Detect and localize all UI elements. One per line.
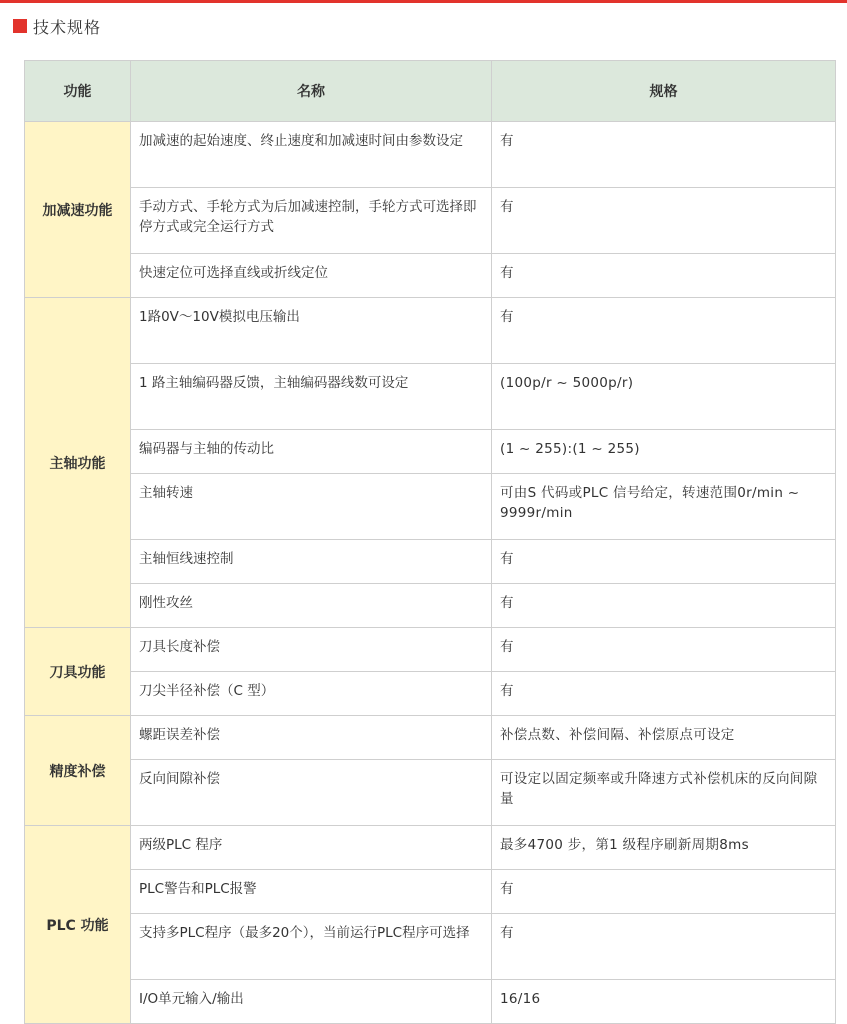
table-row <box>25 474 836 540</box>
item-name: 手动方式、手轮方式为后加减速控制，手轮方式可选择即停方式或完全运行方式 <box>131 188 492 254</box>
item-name: 螺距误差补偿 <box>131 716 492 760</box>
item-name: PLC警告和PLC报警 <box>131 870 492 914</box>
header-name: 名称 <box>131 61 492 122</box>
item-spec: 可由S 代码或PLC 信号给定，转速范围0r/min ~ 9999r/min <box>492 474 836 540</box>
table-row <box>25 980 836 1024</box>
item-spec: 最多4700 步，第1 级程序刷新周期8ms <box>492 826 836 870</box>
table-row <box>25 122 836 188</box>
group-label: 主轴功能 <box>25 298 131 628</box>
item-name: 刚性攻丝 <box>131 584 492 628</box>
item-name: 主轴恒线速控制 <box>131 540 492 584</box>
table-row <box>25 430 836 474</box>
table-row <box>25 540 836 584</box>
table-row <box>25 716 836 760</box>
item-spec: 有 <box>492 188 836 254</box>
item-name: 两级PLC 程序 <box>131 826 492 870</box>
section-header <box>13 13 101 39</box>
item-spec: 有 <box>492 672 836 716</box>
header-function: 功能 <box>25 61 131 122</box>
item-spec: 有 <box>492 254 836 298</box>
item-spec: 16/16 <box>492 980 836 1024</box>
table-row <box>25 254 836 298</box>
section-marker-icon <box>13 19 27 33</box>
top-accent-line <box>0 0 847 3</box>
table-row <box>25 188 836 254</box>
table-row <box>25 870 836 914</box>
table-row <box>25 672 836 716</box>
item-name: 编码器与主轴的传动比 <box>131 430 492 474</box>
group-label: PLC 功能 <box>25 826 131 1024</box>
table-row <box>25 826 836 870</box>
table-row <box>25 298 836 364</box>
item-name: 刀具长度补偿 <box>131 628 492 672</box>
item-spec: 有 <box>492 584 836 628</box>
item-name: 反向间隙补偿 <box>131 760 492 826</box>
table-row <box>25 760 836 826</box>
table-row <box>25 364 836 430</box>
item-name: 刀尖半径补偿（C 型） <box>131 672 492 716</box>
item-name: 主轴转速 <box>131 474 492 540</box>
group-label: 精度补偿 <box>25 716 131 826</box>
group-label: 刀具功能 <box>25 628 131 716</box>
item-spec: 有 <box>492 870 836 914</box>
item-spec: 有 <box>492 122 836 188</box>
item-name: 快速定位可选择直线或折线定位 <box>131 254 492 298</box>
item-spec: 有 <box>492 914 836 980</box>
group-label: 加减速功能 <box>25 122 131 298</box>
table-row <box>25 914 836 980</box>
item-spec: 补偿点数、补偿间隔、补偿原点可设定 <box>492 716 836 760</box>
item-name: I/O单元输入/输出 <box>131 980 492 1024</box>
item-spec: (100p/r ~ 5000p/r) <box>492 364 836 430</box>
item-name: 1 路主轴编码器反馈，主轴编码器线数可设定 <box>131 364 492 430</box>
item-spec: 有 <box>492 628 836 672</box>
item-name: 加减速的起始速度、终止速度和加减速时间由参数设定 <box>131 122 492 188</box>
item-spec: 有 <box>492 298 836 364</box>
item-name: 支持多PLC程序（最多20个），当前运行PLC程序可选择 <box>131 914 492 980</box>
item-spec: (1 ~ 255):(1 ~ 255) <box>492 430 836 474</box>
table-row <box>25 628 836 672</box>
header-row <box>25 61 836 122</box>
section-title: 技术规格 <box>33 17 102 37</box>
spec-table <box>24 60 836 1024</box>
table-row <box>25 584 836 628</box>
item-spec: 有 <box>492 540 836 584</box>
item-name: 1路0V～10V模拟电压输出 <box>131 298 492 364</box>
item-spec: 可设定以固定频率或升降速方式补偿机床的反向间隙量 <box>492 760 836 826</box>
header-spec: 规格 <box>492 61 836 122</box>
